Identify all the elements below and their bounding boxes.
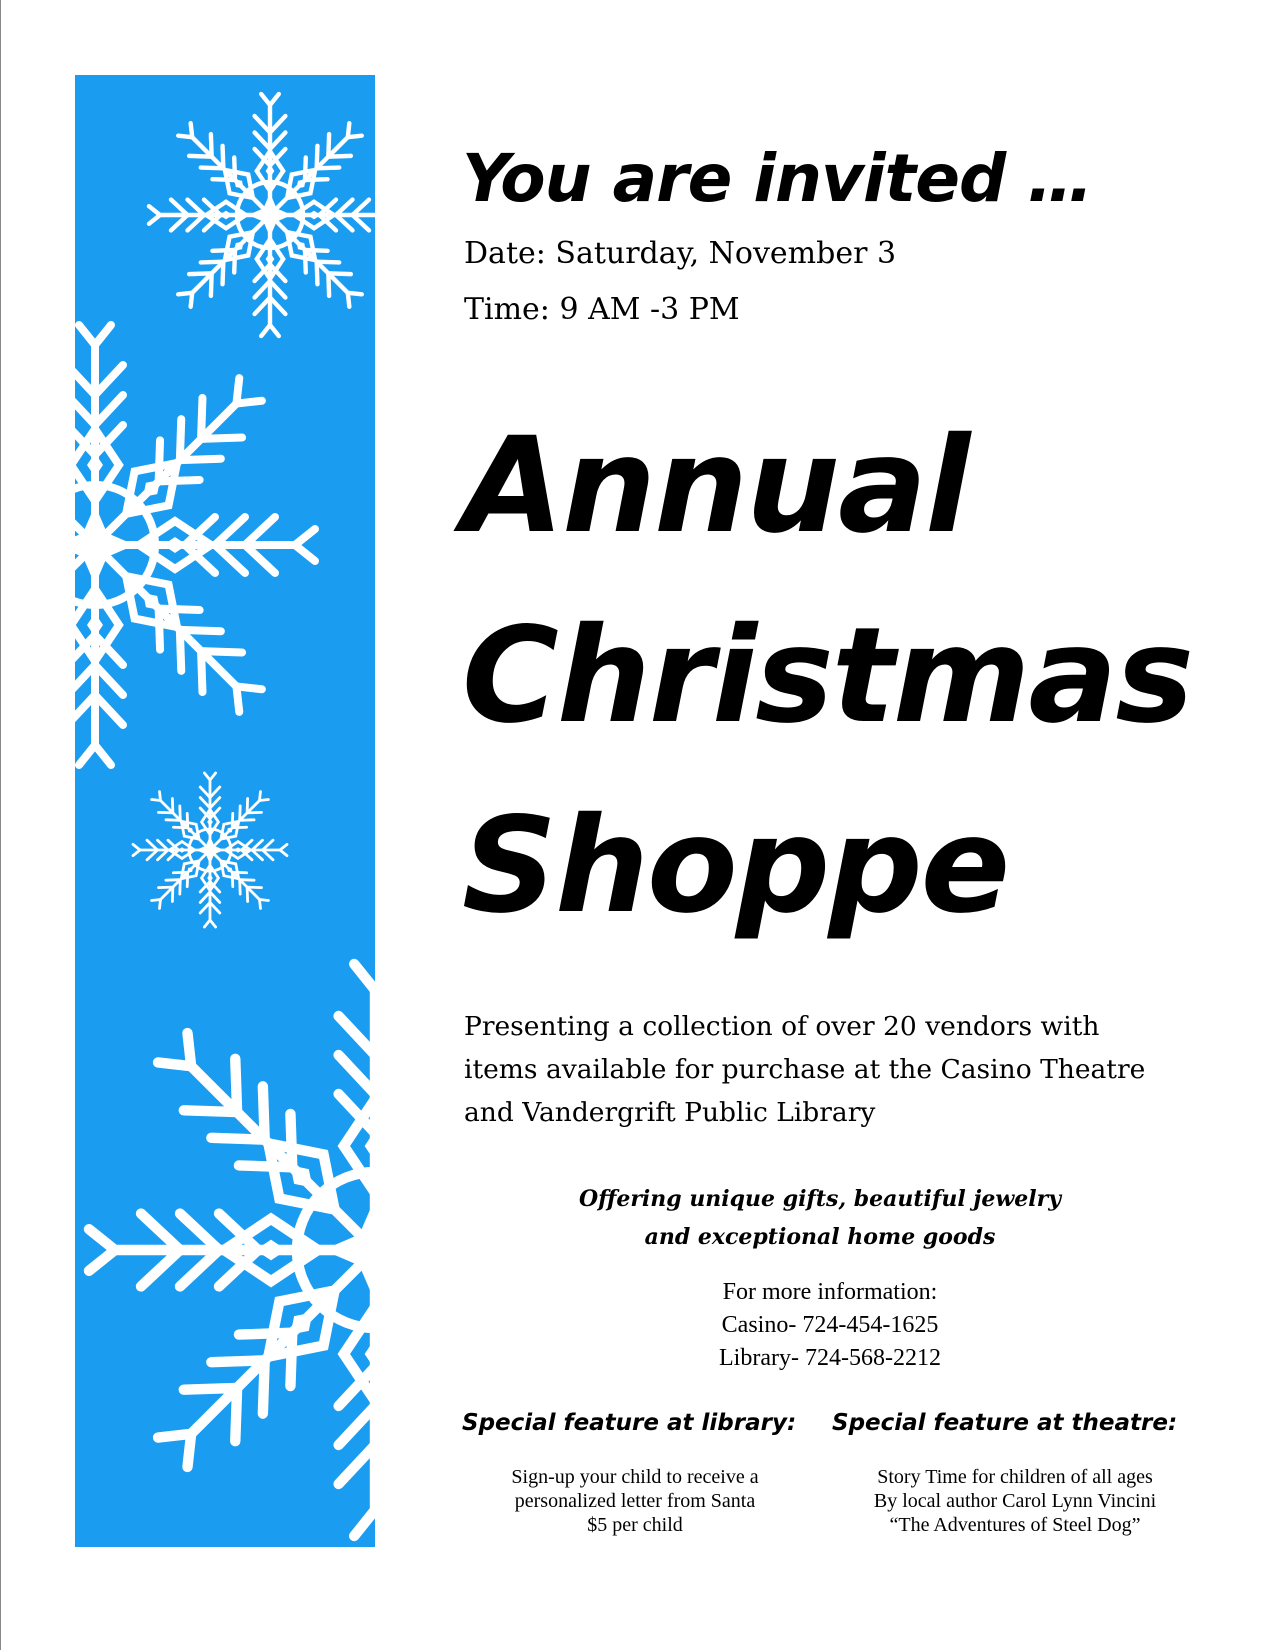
description-line: Presenting a collection of over 20 vendors with bbox=[464, 1011, 1100, 1042]
feature-line: “The Adventures of Steel Dog” bbox=[889, 1514, 1141, 1536]
offering-line: and exceptional home goods bbox=[644, 1224, 996, 1250]
library-feature-heading: Special feature at library: bbox=[462, 1410, 797, 1436]
theatre-feature-heading: Special feature at theatre: bbox=[832, 1410, 1178, 1436]
feature-line: By local author Carol Lynn Vincini bbox=[873, 1490, 1157, 1512]
feature-line: Sign-up your child to receive a bbox=[511, 1466, 759, 1488]
library-phone: Library- 724-568-2212 bbox=[719, 1345, 941, 1371]
feature-line: Story Time for children of all ages bbox=[877, 1466, 1153, 1488]
contact-heading: For more information: bbox=[722, 1279, 938, 1305]
offering-line: Offering unique gifts, beautiful jewelry bbox=[578, 1186, 1062, 1212]
feature-line: personalized letter from Santa bbox=[514, 1490, 756, 1512]
title-line-2: Christmas bbox=[462, 599, 1193, 753]
snowflake-icon bbox=[89, 964, 375, 1536]
library-feature-text bbox=[435, 1465, 835, 1537]
vendor-description bbox=[464, 1005, 1204, 1134]
snowflake-art bbox=[75, 75, 375, 1547]
snowflake-panel bbox=[75, 75, 375, 1547]
page-edge bbox=[0, 0, 1, 1650]
snowflake-icon bbox=[133, 773, 287, 927]
title-line-1: Annual bbox=[462, 409, 969, 563]
feature-line: $5 per child bbox=[587, 1514, 683, 1536]
snowflake-icon bbox=[75, 325, 315, 765]
contact-info bbox=[620, 1276, 1040, 1375]
event-time: Time: 9 AM -3 PM bbox=[464, 292, 740, 327]
snowflake-icon bbox=[149, 94, 375, 336]
offering-text bbox=[520, 1180, 1120, 1256]
title-line-3: Shoppe bbox=[462, 789, 1009, 943]
casino-phone: Casino- 724-454-1625 bbox=[721, 1312, 939, 1338]
description-line: and Vandergrift Public Library bbox=[464, 1097, 876, 1128]
theatre-feature-text bbox=[815, 1465, 1215, 1537]
description-line: items available for purchase at the Casino Theatre bbox=[464, 1054, 1146, 1085]
invitation-heading: You are invited … bbox=[462, 140, 1093, 217]
event-date: Date: Saturday, November 3 bbox=[464, 236, 897, 271]
